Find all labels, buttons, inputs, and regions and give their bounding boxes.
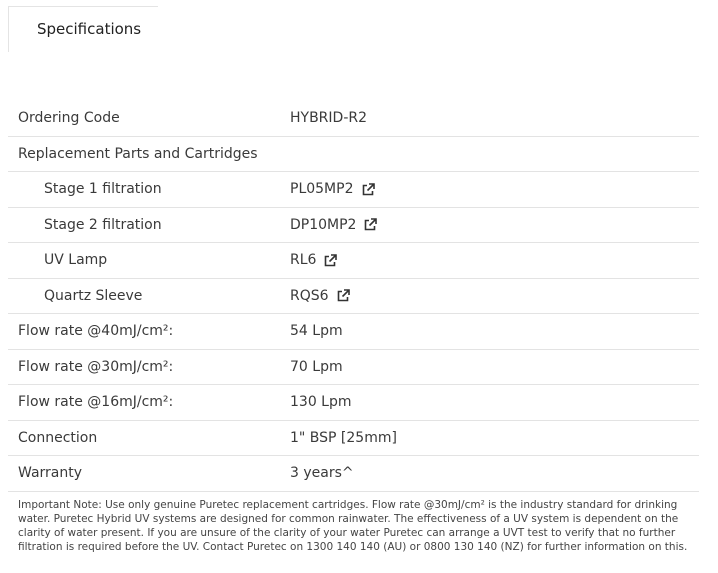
spec-row-stage-2 (8, 208, 699, 244)
spec-value-text: 3 years^ (290, 465, 354, 481)
spec-value (290, 394, 352, 410)
spec-value-text: 1" BSP [25mm] (290, 429, 397, 446)
spec-row-warranty (8, 456, 699, 492)
spec-value (290, 110, 367, 126)
spec-label: Ordering Code (18, 110, 120, 126)
spec-row-connection (8, 421, 699, 457)
spec-value (290, 323, 343, 339)
part-link[interactable]: PL05MP2 (290, 181, 354, 197)
tab-bar (0, 0, 718, 52)
spec-row-ordering-code (8, 101, 699, 137)
external-link-icon[interactable] (362, 183, 375, 196)
specifications-table (8, 101, 699, 492)
spec-value (290, 430, 397, 446)
important-note: Important Note: Use only genuine Puretec replacement cartridges. Flow rate @30mJ/cm² is the industry standard for drinking water. Puretec Hybrid UV systems are designed for common rainwater. The effectiveness of a UV system is dependent on the clarity of water present. If you are unsure of the clarity of your water Puretec can arrange a UVT test to verify that no further filtration is required before the UV. Contact Puretec on 1300 140 140 (AU) or 0800 130 140 (NZ) for further information on this. (18, 499, 688, 553)
spec-value (290, 359, 343, 375)
spec-label: Stage 2 filtration (44, 216, 162, 233)
external-link-icon[interactable] (324, 254, 337, 267)
tab-specifications[interactable]: Specifications (8, 6, 158, 52)
spec-value (290, 181, 375, 197)
spec-row-flow-30 (8, 350, 699, 386)
spec-label: Stage 1 filtration (44, 181, 162, 197)
external-link-icon[interactable] (364, 218, 377, 231)
spec-value-text: 130 Lpm (290, 394, 352, 410)
spec-label: Flow rate @30mJ/cm²: (18, 358, 174, 375)
spec-row-quartz-sleeve (8, 279, 699, 315)
spec-label: Connection (18, 429, 98, 446)
spec-label: Flow rate @40mJ/cm²: (18, 323, 174, 339)
spec-row-uv-lamp (8, 243, 699, 279)
part-link[interactable]: RL6 (290, 252, 317, 268)
spec-row-flow-16 (8, 385, 699, 421)
spec-value (290, 288, 350, 304)
spec-value-text: 70 Lpm (290, 358, 343, 375)
spec-row-replacement-parts (8, 137, 699, 173)
external-link-icon[interactable] (337, 289, 350, 302)
spec-label: Replacement Parts and Cartridges (18, 145, 258, 162)
part-link[interactable]: RQS6 (290, 287, 329, 304)
spec-value-text: HYBRID-R2 (290, 110, 368, 126)
spec-label: Flow rate @16mJ/cm²: (18, 394, 174, 410)
spec-value-text: 54 Lpm (290, 323, 343, 339)
part-link[interactable]: DP10MP2 (290, 216, 357, 233)
spec-row-stage-1 (8, 172, 699, 208)
spec-label: Warranty (18, 465, 83, 481)
spec-label: UV Lamp (44, 252, 108, 268)
spec-label: Quartz Sleeve (44, 287, 143, 304)
spec-value (290, 217, 377, 233)
spec-value (290, 252, 337, 268)
spec-value (290, 465, 354, 481)
spec-row-flow-40 (8, 314, 699, 350)
